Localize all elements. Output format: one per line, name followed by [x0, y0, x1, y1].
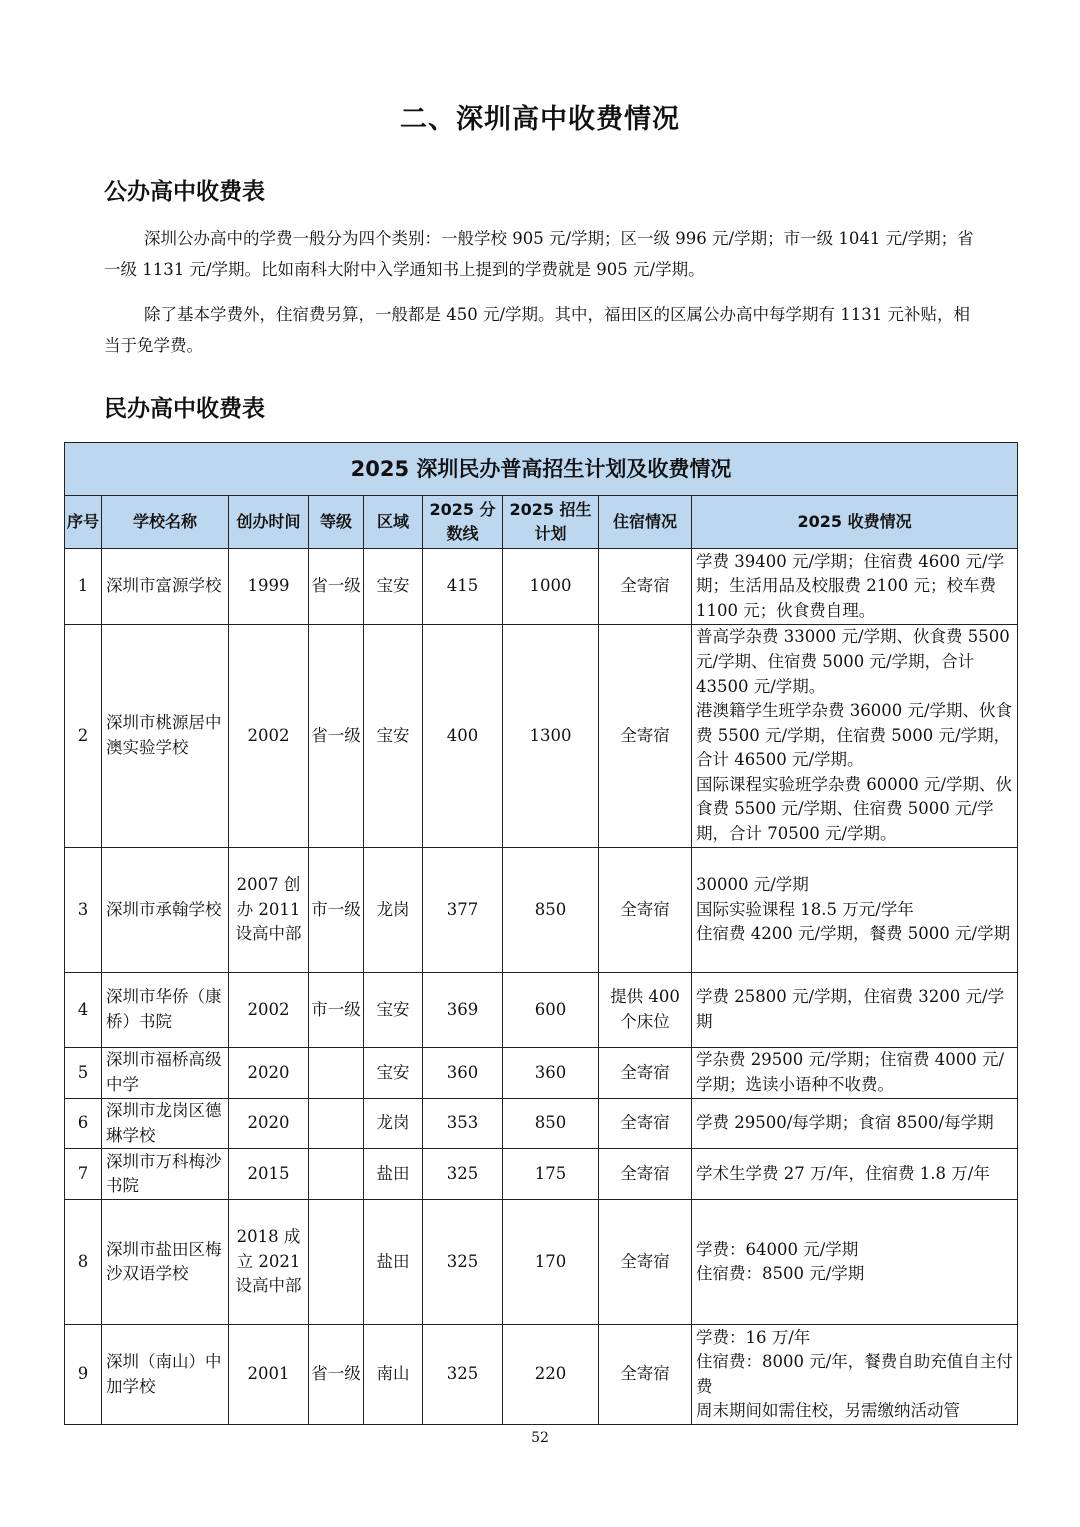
table-row	[65, 1200, 1018, 1325]
cell-fees: 学费：16 万/年 住宿费：8000 元/年，餐费自助充值自主付费 周末期间如需住校，另需缴纳活动管	[692, 1325, 1018, 1425]
cell-school-name: 深圳市桃源居中澳实验学校	[102, 625, 229, 848]
private-school-fee-table	[64, 442, 1018, 1425]
cell-school-name: 深圳市福桥高级中学	[102, 1048, 229, 1099]
cell-cutoff: 325	[423, 1325, 503, 1425]
cell-level	[309, 1048, 364, 1099]
cell-district: 龙岗	[364, 848, 423, 973]
public-fee-paragraph-2: 除了基本学费外，住宿费另算，一般都是 450 元/学期。其中，福田区的区属公办高中每学期有 1131 元补贴，相当于免学费。	[104, 305, 971, 355]
cell-boarding: 全寄宿	[599, 1099, 692, 1149]
cell-level: 省一级	[309, 625, 364, 848]
public-school-heading: 公办高中收费表	[104, 179, 265, 205]
header-cutoff: 2025 分数线	[423, 496, 503, 549]
cell-no: 6	[65, 1099, 102, 1149]
cell-fees: 学费 29500/每学期；食宿 8500/每学期	[692, 1099, 1018, 1149]
cell-cutoff: 400	[423, 625, 503, 848]
header-fees: 2025 收费情况	[692, 496, 1018, 549]
table-row	[65, 1149, 1018, 1200]
cell-fees: 普高学杂费 33000 元/学期、伙食费 5500 元/学期、住宿费 5000 元/学期，合计 43500 元/学期。 港澳籍学生班学杂费 36000 元/学期、伙食费 5500 元/学期，住宿费 5000 元/学期，合计 46500 元/学期。 国际课程实验班学杂费 60000 元/学期、伙食费 5500 元/学期、住宿费 5000 元/学期，合计 70500 元/学期。	[692, 625, 1018, 848]
cell-fees: 学费：64000 元/学期 住宿费：8500 元/学期	[692, 1200, 1018, 1325]
cell-founded: 1999	[229, 549, 309, 625]
cell-level	[309, 1099, 364, 1149]
cell-level: 省一级	[309, 1325, 364, 1425]
table-row	[65, 1048, 1018, 1099]
table-row	[65, 848, 1018, 973]
cell-level: 省一级	[309, 549, 364, 625]
header-school-name: 学校名称	[102, 496, 229, 549]
cell-founded: 2002	[229, 973, 309, 1048]
cell-boarding: 全寄宿	[599, 1325, 692, 1425]
cell-district: 龙岗	[364, 1099, 423, 1149]
cell-district: 宝安	[364, 973, 423, 1048]
cell-founded: 2020	[229, 1099, 309, 1149]
cell-no: 4	[65, 973, 102, 1048]
cell-plan: 360	[503, 1048, 599, 1099]
cell-plan: 1000	[503, 549, 599, 625]
header-no: 序号	[65, 496, 102, 549]
cell-no: 3	[65, 848, 102, 973]
table-row	[65, 1099, 1018, 1149]
cell-boarding: 全寄宿	[599, 549, 692, 625]
cell-cutoff: 353	[423, 1099, 503, 1149]
cell-district: 盐田	[364, 1149, 423, 1200]
cell-plan: 600	[503, 973, 599, 1048]
cell-school-name: 深圳市龙岗区德琳学校	[102, 1099, 229, 1149]
cell-plan: 850	[503, 1099, 599, 1149]
header-boarding: 住宿情况	[599, 496, 692, 549]
table-row	[65, 973, 1018, 1048]
cell-district: 宝安	[364, 625, 423, 848]
page-number: 52	[531, 1430, 549, 1446]
cell-school-name: 深圳市万科梅沙书院	[102, 1149, 229, 1200]
cell-boarding: 提供 400 个床位	[599, 973, 692, 1048]
cell-no: 1	[65, 549, 102, 625]
cell-plan: 175	[503, 1149, 599, 1200]
cell-boarding: 全寄宿	[599, 1048, 692, 1099]
cell-plan: 1300	[503, 625, 599, 848]
cell-cutoff: 360	[423, 1048, 503, 1099]
cell-cutoff: 325	[423, 1200, 503, 1325]
table-row	[65, 1325, 1018, 1425]
cell-boarding: 全寄宿	[599, 1149, 692, 1200]
cell-plan: 220	[503, 1325, 599, 1425]
cell-boarding: 全寄宿	[599, 1200, 692, 1325]
cell-fees: 30000 元/学期 国际实验课程 18.5 万元/学年 住宿费 4200 元/学期，餐费 5000 元/学期	[692, 848, 1018, 973]
cell-fees: 学费 39400 元/学期；住宿费 4600 元/学期；生活用品及校服费 2100 元；校车费 1100 元；伙食费自理。	[692, 549, 1018, 625]
cell-level	[309, 1149, 364, 1200]
cell-school-name: 深圳（南山）中加学校	[102, 1325, 229, 1425]
table-row	[65, 549, 1018, 625]
cell-founded: 2002	[229, 625, 309, 848]
page-title: 二、深圳高中收费情况	[400, 104, 680, 135]
cell-level	[309, 1200, 364, 1325]
cell-fees: 学术生学费 27 万/年，住宿费 1.8 万/年	[692, 1149, 1018, 1200]
cell-founded: 2007 创办 2011 设高中部	[229, 848, 309, 973]
public-fee-paragraph-1: 深圳公办高中的学费一般分为四个类别：一般学校 905 元/学期；区一级 996 元/学期；市一级 1041 元/学期；省一级 1131 元/学期。比如南科大附中入学通知书上提到的学费就是 905 元/学期。	[104, 229, 974, 279]
cell-no: 7	[65, 1149, 102, 1200]
cell-cutoff: 377	[423, 848, 503, 973]
cell-fees: 学费 25800 元/学期，住宿费 3200 元/学期	[692, 973, 1018, 1048]
table-row	[65, 625, 1018, 848]
cell-boarding: 全寄宿	[599, 848, 692, 973]
table-caption: 2025 深圳民办普高招生计划及收费情况	[65, 443, 1018, 496]
private-school-heading: 民办高中收费表	[104, 396, 265, 422]
cell-founded: 2018 成立 2021 设高中部	[229, 1200, 309, 1325]
cell-boarding: 全寄宿	[599, 625, 692, 848]
header-level: 等级	[309, 496, 364, 549]
cell-school-name: 深圳市盐田区梅沙双语学校	[102, 1200, 229, 1325]
cell-founded: 2001	[229, 1325, 309, 1425]
cell-school-name: 深圳市承翰学校	[102, 848, 229, 973]
cell-level: 市一级	[309, 973, 364, 1048]
cell-school-name: 深圳市富源学校	[102, 549, 229, 625]
cell-no: 8	[65, 1200, 102, 1325]
header-enrollment-plan: 2025 招生计划	[503, 496, 599, 549]
header-founded: 创办时间	[229, 496, 309, 549]
header-district: 区域	[364, 496, 423, 549]
cell-cutoff: 325	[423, 1149, 503, 1200]
cell-cutoff: 415	[423, 549, 503, 625]
cell-no: 9	[65, 1325, 102, 1425]
cell-fees: 学杂费 29500 元/学期；住宿费 4000 元/学期；选读小语种不收费。	[692, 1048, 1018, 1099]
cell-plan: 850	[503, 848, 599, 973]
cell-no: 2	[65, 625, 102, 848]
cell-founded: 2020	[229, 1048, 309, 1099]
cell-district: 盐田	[364, 1200, 423, 1325]
cell-founded: 2015	[229, 1149, 309, 1200]
cell-no: 5	[65, 1048, 102, 1099]
cell-district: 南山	[364, 1325, 423, 1425]
cell-level: 市一级	[309, 848, 364, 973]
cell-cutoff: 369	[423, 973, 503, 1048]
cell-school-name: 深圳市华侨（康桥）书院	[102, 973, 229, 1048]
cell-district: 宝安	[364, 1048, 423, 1099]
cell-district: 宝安	[364, 549, 423, 625]
cell-plan: 170	[503, 1200, 599, 1325]
